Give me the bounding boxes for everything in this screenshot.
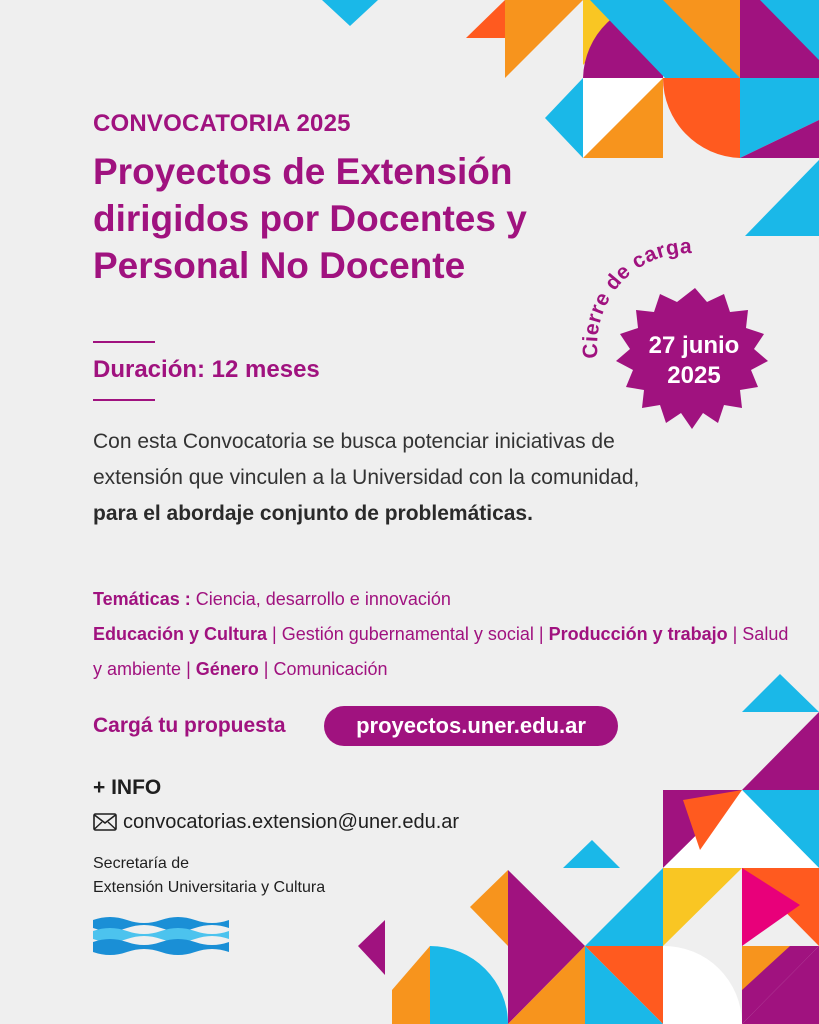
themes-label: Temáticas :: [93, 589, 191, 609]
waves-logo-icon: [93, 914, 229, 958]
call-year-label: CONVOCATORIA 2025: [93, 110, 351, 137]
divider-bottom: [93, 399, 155, 401]
themes-block: [93, 582, 793, 687]
duration-label: Duración: 12 meses: [93, 356, 320, 383]
intro-emphasis: para el abordaje conjunto de problemáticas.: [93, 502, 533, 525]
theme-item: Producción y trabajo: [548, 624, 728, 644]
divider-top: [93, 341, 155, 343]
deadline-date: 27 junio: [648, 332, 740, 359]
secretariat-line1: Secretaría de: [93, 855, 190, 872]
contact-email-link[interactable]: convocatorias.extension@uner.edu.ar: [123, 810, 460, 833]
theme-separator: |: [727, 624, 743, 644]
theme-separator: |: [181, 659, 196, 679]
theme-separator: |: [258, 659, 274, 679]
contact-email-row[interactable]: [93, 808, 459, 836]
cta-label: Cargá tu propuesta: [93, 714, 286, 737]
deadline-arc-label: Cierre de carga: [578, 235, 693, 360]
deadline-year: 2025: [667, 362, 721, 389]
info-heading: + INFO: [93, 776, 162, 799]
page-title: Proyectos de Extensión dirigidos por Docentes y Personal No Docente: [93, 151, 527, 286]
intro-text: Con esta Convocatoria se busca potenciar iniciativas de extensión que vinculen a la Universidad con la comunidad,: [93, 430, 640, 489]
theme-separator: |: [533, 624, 549, 644]
theme-item: Género: [195, 659, 259, 679]
theme-item: Educación y Cultura: [93, 624, 268, 644]
intro-paragraph: [93, 424, 673, 532]
submission-url-link[interactable]: proyectos.uner.edu.ar: [324, 706, 618, 746]
theme-item: Gestión gubernamental y social: [281, 624, 534, 644]
secretariat-line2: Extensión Universitaria y Cultura: [93, 879, 326, 896]
theme-item: Ciencia, desarrollo e innovación: [195, 589, 451, 609]
theme-item: Comunicación: [273, 659, 388, 679]
theme-separator: |: [267, 624, 282, 644]
secretariat-name: [93, 852, 325, 900]
theme-item: Salud y ambiente: [93, 624, 789, 679]
envelope-icon: [93, 813, 117, 831]
